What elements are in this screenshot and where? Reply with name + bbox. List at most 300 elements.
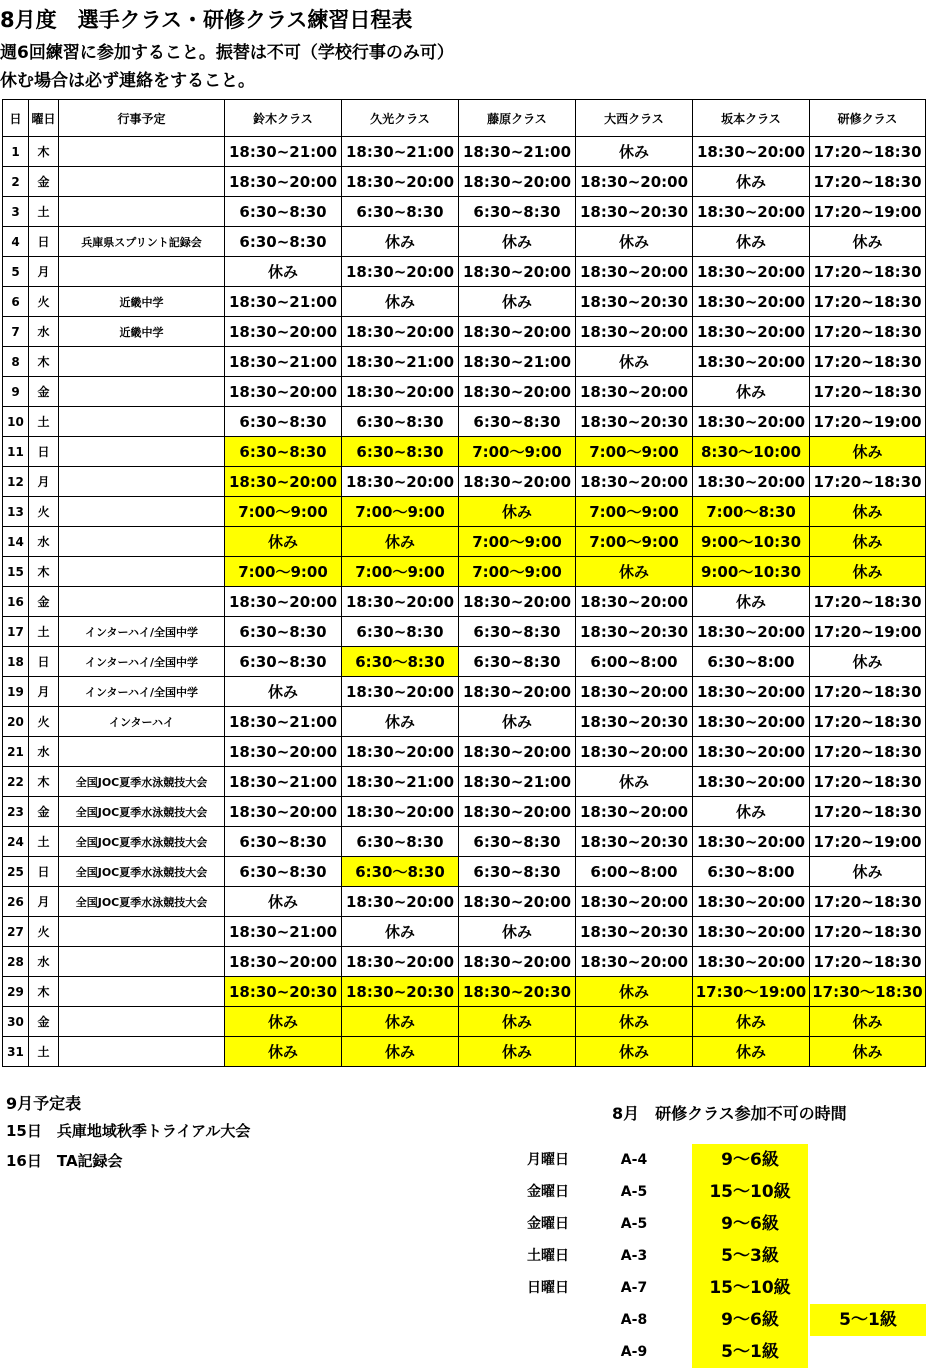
day-cell: 11 [3, 437, 29, 467]
suzuki-time-cell: 7:00～9:00 [225, 557, 342, 587]
day-cell: 4 [3, 227, 29, 257]
weekday-cell: 日 [29, 437, 59, 467]
weekday-cell: 月 [29, 467, 59, 497]
suzuki-time-cell: 18:30~21:00 [225, 707, 342, 737]
notice-group: A-9 [620, 1344, 648, 1360]
fujiwara-time-cell: 休み [459, 1007, 576, 1037]
schedule-row [3, 887, 926, 917]
notice-group: A-5 [620, 1184, 648, 1200]
schedule-row [3, 497, 926, 527]
schedule-header-row [3, 100, 926, 137]
training-time-cell: 17:20~18:30 [810, 887, 926, 917]
event-cell [59, 167, 225, 197]
sakamoto-time-cell: 休み [693, 587, 810, 617]
training-time-cell: 休み [810, 557, 926, 587]
suzuki-time-cell: 6:30~8:30 [225, 227, 342, 257]
weekday-cell: 水 [29, 527, 59, 557]
training-time-cell: 17:20~18:30 [810, 947, 926, 977]
hisamitsu-time-cell: 18:30~20:00 [342, 377, 459, 407]
notice-weekday: 金曜日 [527, 1216, 569, 1232]
onishi-time-cell: 7:00～9:00 [576, 527, 693, 557]
weekday-cell: 金 [29, 377, 59, 407]
onishi-time-cell: 7:00～9:00 [576, 497, 693, 527]
suzuki-time-cell: 18:30~20:00 [225, 947, 342, 977]
notice-group: A-8 [620, 1312, 648, 1328]
hisamitsu-time-cell: 6:30~8:30 [342, 827, 459, 857]
suzuki-time-cell: 18:30~20:00 [225, 587, 342, 617]
hisamitsu-time-cell: 18:30~20:00 [342, 467, 459, 497]
schedule-row [3, 677, 926, 707]
fujiwara-time-cell: 18:30~20:00 [459, 737, 576, 767]
weekday-cell: 金 [29, 167, 59, 197]
fujiwara-time-cell: 18:30~21:00 [459, 347, 576, 377]
suzuki-time-cell: 18:30~21:00 [225, 347, 342, 377]
sakamoto-time-cell: 休み [693, 167, 810, 197]
day-cell: 23 [3, 797, 29, 827]
schedule-row [3, 167, 926, 197]
hisamitsu-time-cell: 7:00～9:00 [342, 557, 459, 587]
schedule-row [3, 977, 926, 1007]
day-cell: 19 [3, 677, 29, 707]
training-time-cell: 休み [810, 1007, 926, 1037]
notice-weekday: 月曜日 [527, 1152, 569, 1168]
weekday-cell: 日 [29, 857, 59, 887]
fujiwara-time-cell: 18:30~20:00 [459, 257, 576, 287]
onishi-time-cell: 18:30~20:00 [576, 737, 693, 767]
hisamitsu-time-cell: 休み [342, 1007, 459, 1037]
sakamoto-time-cell: 18:30~20:00 [693, 617, 810, 647]
notice-group: A-5 [620, 1216, 648, 1232]
weekday-cell: 日 [29, 227, 59, 257]
training-time-cell: 17:30～18:30 [810, 977, 926, 1007]
suzuki-time-cell: 18:30~21:00 [225, 137, 342, 167]
schedule-row [3, 407, 926, 437]
schedule-row [3, 917, 926, 947]
sakamoto-time-cell: 休み [693, 377, 810, 407]
event-cell [59, 527, 225, 557]
training-time-cell: 17:20~19:00 [810, 197, 926, 227]
training-time-cell: 17:20~18:30 [810, 257, 926, 287]
schedule-row [3, 617, 926, 647]
day-cell: 12 [3, 467, 29, 497]
onishi-time-cell: 18:30~20:30 [576, 707, 693, 737]
page-title: 8月度 選手クラス・研修クラス練習日程表 [0, 8, 413, 32]
weekday-cell: 金 [29, 1007, 59, 1037]
header-onishi-class: 大西クラス [576, 100, 693, 137]
hisamitsu-time-cell: 18:30~20:00 [342, 797, 459, 827]
training-time-cell: 休み [810, 1037, 926, 1067]
hisamitsu-time-cell: 6:30～8:30 [342, 857, 459, 887]
weekday-cell: 木 [29, 977, 59, 1007]
schedule-row [3, 587, 926, 617]
day-cell: 6 [3, 287, 29, 317]
suzuki-time-cell: 6:30~8:30 [225, 197, 342, 227]
hisamitsu-time-cell: 18:30~20:00 [342, 737, 459, 767]
event-cell [59, 1037, 225, 1067]
suzuki-time-cell: 18:30~21:00 [225, 287, 342, 317]
schedule-row [3, 317, 926, 347]
hisamitsu-time-cell: 18:30~21:00 [342, 767, 459, 797]
subtitle-contact: 休む場合は必ず連絡をすること。 [0, 71, 255, 91]
suzuki-time-cell: 6:30~8:30 [225, 647, 342, 677]
fujiwara-time-cell: 6:30~8:30 [459, 617, 576, 647]
notice-level-range: 15～10級 [692, 1272, 808, 1304]
weekday-cell: 木 [29, 137, 59, 167]
sakamoto-time-cell: 18:30~20:00 [693, 707, 810, 737]
fujiwara-time-cell: 18:30~20:00 [459, 167, 576, 197]
onishi-time-cell: 18:30~20:30 [576, 827, 693, 857]
sakamoto-time-cell: 18:30~20:00 [693, 197, 810, 227]
fujiwara-time-cell: 6:30~8:30 [459, 827, 576, 857]
day-cell: 18 [3, 647, 29, 677]
day-cell: 10 [3, 407, 29, 437]
event-cell [59, 557, 225, 587]
onishi-time-cell: 18:30~20:00 [576, 677, 693, 707]
training-time-cell: 17:20~18:30 [810, 167, 926, 197]
notice-title: 8月 研修クラス参加不可の時間 [612, 1104, 847, 1123]
sakamoto-time-cell: 18:30~20:00 [693, 287, 810, 317]
onishi-time-cell: 18:30~20:30 [576, 197, 693, 227]
onishi-time-cell: 18:30~20:30 [576, 407, 693, 437]
suzuki-time-cell: 18:30~20:00 [225, 737, 342, 767]
weekday-cell: 金 [29, 797, 59, 827]
fujiwara-time-cell: 休み [459, 287, 576, 317]
event-cell: インターハイ [59, 707, 225, 737]
suzuki-time-cell: 休み [225, 527, 342, 557]
schedule-row [3, 767, 926, 797]
fujiwara-time-cell: 18:30~20:00 [459, 677, 576, 707]
training-time-cell: 17:20~18:30 [810, 347, 926, 377]
day-cell: 13 [3, 497, 29, 527]
schedule-row [3, 227, 926, 257]
training-time-cell: 17:20~18:30 [810, 137, 926, 167]
onishi-time-cell: 18:30~20:00 [576, 797, 693, 827]
header-training-class: 研修クラス [810, 100, 926, 137]
onishi-time-cell: 18:30~20:00 [576, 467, 693, 497]
suzuki-time-cell: 7:00～9:00 [225, 497, 342, 527]
fujiwara-time-cell: 6:30~8:30 [459, 857, 576, 887]
hisamitsu-time-cell: 6:30~8:30 [342, 617, 459, 647]
day-cell: 15 [3, 557, 29, 587]
event-cell: 全国JOC夏季水泳競技大会 [59, 827, 225, 857]
day-cell: 14 [3, 527, 29, 557]
day-cell: 9 [3, 377, 29, 407]
onishi-time-cell: 6:00~8:00 [576, 857, 693, 887]
training-time-cell: 休み [810, 437, 926, 467]
suzuki-time-cell: 18:30~20:00 [225, 167, 342, 197]
training-time-cell: 17:20~18:30 [810, 287, 926, 317]
fujiwara-time-cell: 18:30~21:00 [459, 137, 576, 167]
fujiwara-time-cell: 18:30~20:00 [459, 797, 576, 827]
header-suzuki-class: 鈴木クラス [225, 100, 342, 137]
sakamoto-time-cell: 休み [693, 227, 810, 257]
suzuki-time-cell: 18:30~20:00 [225, 317, 342, 347]
fujiwara-time-cell: 7:00～9:00 [459, 557, 576, 587]
onishi-time-cell: 休み [576, 1007, 693, 1037]
suzuki-time-cell: 18:30~20:30 [225, 977, 342, 1007]
notice-level-range: 9～6級 [692, 1208, 808, 1240]
training-time-cell: 休み [810, 647, 926, 677]
day-cell: 5 [3, 257, 29, 287]
schedule-row [3, 947, 926, 977]
event-cell: 近畿中学 [59, 287, 225, 317]
schedule-row [3, 347, 926, 377]
training-time-cell: 17:20~19:00 [810, 407, 926, 437]
hisamitsu-time-cell: 休み [342, 1037, 459, 1067]
event-cell [59, 737, 225, 767]
suzuki-time-cell: 18:30~21:00 [225, 917, 342, 947]
sakamoto-time-cell: 18:30~20:00 [693, 917, 810, 947]
notice-group: A-3 [620, 1248, 648, 1264]
schedule-row [3, 827, 926, 857]
training-time-cell: 休み [810, 497, 926, 527]
sakamoto-time-cell: 9:00～10:30 [693, 557, 810, 587]
suzuki-time-cell: 18:30~20:00 [225, 797, 342, 827]
event-cell: 全国JOC夏季水泳競技大会 [59, 797, 225, 827]
weekday-cell: 火 [29, 707, 59, 737]
hisamitsu-time-cell: 18:30~20:00 [342, 317, 459, 347]
header-fujiwara-class: 藤原クラス [459, 100, 576, 137]
training-time-cell: 17:20~19:00 [810, 617, 926, 647]
day-cell: 7 [3, 317, 29, 347]
sakamoto-time-cell: 18:30~20:00 [693, 407, 810, 437]
suzuki-time-cell: 6:30~8:30 [225, 617, 342, 647]
weekday-cell: 水 [29, 317, 59, 347]
hisamitsu-time-cell: 18:30~20:00 [342, 677, 459, 707]
event-cell [59, 947, 225, 977]
notice-weekday: 金曜日 [527, 1184, 569, 1200]
sakamoto-time-cell: 17:30～19:00 [693, 977, 810, 1007]
notice-level-range: 9～6級 [692, 1144, 808, 1176]
fujiwara-time-cell: 18:30~20:30 [459, 977, 576, 1007]
day-cell: 20 [3, 707, 29, 737]
day-cell: 1 [3, 137, 29, 167]
sakamoto-time-cell: 7:00～8:30 [693, 497, 810, 527]
schedule-row [3, 557, 926, 587]
onishi-time-cell: 休み [576, 557, 693, 587]
fujiwara-time-cell: 18:30~20:00 [459, 887, 576, 917]
hisamitsu-time-cell: 6:30～8:30 [342, 647, 459, 677]
sakamoto-time-cell: 18:30~20:00 [693, 137, 810, 167]
hisamitsu-time-cell: 7:00～9:00 [342, 497, 459, 527]
hisamitsu-time-cell: 18:30~21:00 [342, 347, 459, 377]
day-cell: 24 [3, 827, 29, 857]
weekday-cell: 土 [29, 827, 59, 857]
training-time-cell: 17:20~18:30 [810, 677, 926, 707]
event-cell: 近畿中学 [59, 317, 225, 347]
training-time-cell: 17:20~18:30 [810, 707, 926, 737]
onishi-time-cell: 休み [576, 767, 693, 797]
notice-weekday: 日曜日 [527, 1280, 569, 1296]
weekday-cell: 日 [29, 647, 59, 677]
sakamoto-time-cell: 18:30~20:00 [693, 737, 810, 767]
sakamoto-time-cell: 6:30~8:00 [693, 857, 810, 887]
schedule-row [3, 287, 926, 317]
onishi-time-cell: 18:30~20:00 [576, 887, 693, 917]
hisamitsu-time-cell: 18:30~20:00 [342, 257, 459, 287]
training-time-cell: 17:20~18:30 [810, 737, 926, 767]
suzuki-time-cell: 6:30~8:30 [225, 437, 342, 467]
schedule-row [3, 647, 926, 677]
sakamoto-time-cell: 18:30~20:00 [693, 767, 810, 797]
onishi-time-cell: 休み [576, 977, 693, 1007]
hisamitsu-time-cell: 18:30~20:30 [342, 977, 459, 1007]
weekday-cell: 火 [29, 497, 59, 527]
schedule-body [3, 137, 926, 1067]
weekday-cell: 金 [29, 587, 59, 617]
day-cell: 28 [3, 947, 29, 977]
suzuki-time-cell: 18:30~20:00 [225, 377, 342, 407]
day-cell: 21 [3, 737, 29, 767]
september-item: 16日 TA記録会 [6, 1152, 123, 1170]
sakamoto-time-cell: 休み [693, 797, 810, 827]
day-cell: 22 [3, 767, 29, 797]
fujiwara-time-cell: 18:30~20:00 [459, 587, 576, 617]
fujiwara-time-cell: 18:30~20:00 [459, 317, 576, 347]
event-cell: 全国JOC夏季水泳競技大会 [59, 857, 225, 887]
hisamitsu-time-cell: 18:30~21:00 [342, 137, 459, 167]
fujiwara-time-cell: 休み [459, 1037, 576, 1067]
training-time-cell: 17:20~18:30 [810, 467, 926, 497]
suzuki-time-cell: 6:30~8:30 [225, 827, 342, 857]
suzuki-time-cell: 休み [225, 1007, 342, 1037]
event-cell: 兵庫県スプリント記録会 [59, 227, 225, 257]
weekday-cell: 木 [29, 347, 59, 377]
notice-weekday: 土曜日 [527, 1248, 569, 1264]
sakamoto-time-cell: 18:30~20:00 [693, 887, 810, 917]
training-time-cell: 17:20~18:30 [810, 797, 926, 827]
day-cell: 8 [3, 347, 29, 377]
training-time-cell: 17:20~18:30 [810, 917, 926, 947]
hisamitsu-time-cell: 休み [342, 227, 459, 257]
fujiwara-time-cell: 18:30~20:00 [459, 947, 576, 977]
day-cell: 2 [3, 167, 29, 197]
suzuki-time-cell: 休み [225, 677, 342, 707]
schedule-row [3, 737, 926, 767]
header-sakamoto-class: 坂本クラス [693, 100, 810, 137]
training-time-cell: 17:20~18:30 [810, 317, 926, 347]
sakamoto-time-cell: 18:30~20:00 [693, 257, 810, 287]
weekday-cell: 水 [29, 947, 59, 977]
sakamoto-time-cell: 8:30～10:00 [693, 437, 810, 467]
fujiwara-time-cell: 18:30~21:00 [459, 767, 576, 797]
event-cell [59, 437, 225, 467]
suzuki-time-cell: 休み [225, 257, 342, 287]
notice-level-range: 5～3級 [692, 1240, 808, 1272]
training-time-cell: 17:20~18:30 [810, 587, 926, 617]
hisamitsu-time-cell: 休み [342, 917, 459, 947]
schedule-row [3, 857, 926, 887]
schedule-row [3, 797, 926, 827]
event-cell [59, 197, 225, 227]
suzuki-time-cell: 18:30~20:00 [225, 467, 342, 497]
sakamoto-time-cell: 18:30~20:00 [693, 467, 810, 497]
fujiwara-time-cell: 18:30~20:00 [459, 467, 576, 497]
event-cell [59, 347, 225, 377]
day-cell: 26 [3, 887, 29, 917]
suzuki-time-cell: 6:30~8:30 [225, 857, 342, 887]
onishi-time-cell: 18:30~20:30 [576, 917, 693, 947]
fujiwara-time-cell: 7:00～9:00 [459, 527, 576, 557]
hisamitsu-time-cell: 18:30~20:00 [342, 167, 459, 197]
schedule-row [3, 467, 926, 497]
schedule-row [3, 197, 926, 227]
onishi-time-cell: 休み [576, 1037, 693, 1067]
sakamoto-time-cell: 18:30~20:00 [693, 947, 810, 977]
training-time-cell: 17:20~19:00 [810, 827, 926, 857]
day-cell: 3 [3, 197, 29, 227]
suzuki-time-cell: 休み [225, 887, 342, 917]
notice-level-extra: 5～1級 [810, 1304, 926, 1336]
training-time-cell: 17:20~18:30 [810, 767, 926, 797]
onishi-time-cell: 18:30~20:30 [576, 617, 693, 647]
event-cell: インターハイ/全国中学 [59, 617, 225, 647]
schedule-row [3, 707, 926, 737]
sakamoto-time-cell: 18:30~20:00 [693, 347, 810, 377]
weekday-cell: 水 [29, 737, 59, 767]
schedule-row [3, 137, 926, 167]
sakamoto-time-cell: 6:30~8:00 [693, 647, 810, 677]
schedule-row [3, 1037, 926, 1067]
schedule-row [3, 257, 926, 287]
weekday-cell: 月 [29, 887, 59, 917]
event-cell: インターハイ/全国中学 [59, 647, 225, 677]
day-cell: 30 [3, 1007, 29, 1037]
suzuki-time-cell: 18:30~21:00 [225, 767, 342, 797]
day-cell: 27 [3, 917, 29, 947]
weekday-cell: 木 [29, 557, 59, 587]
hisamitsu-time-cell: 18:30~20:00 [342, 887, 459, 917]
event-cell [59, 917, 225, 947]
training-time-cell: 17:20~18:30 [810, 377, 926, 407]
subtitle-rule: 週6回練習に参加すること。振替は不可（学校行事のみ可） [0, 43, 454, 63]
header-day: 日 [3, 100, 29, 137]
onishi-time-cell: 休み [576, 347, 693, 377]
fujiwara-time-cell: 休み [459, 227, 576, 257]
onishi-time-cell: 休み [576, 227, 693, 257]
weekday-cell: 土 [29, 197, 59, 227]
onishi-time-cell: 18:30~20:00 [576, 377, 693, 407]
sakamoto-time-cell: 休み [693, 1037, 810, 1067]
event-cell [59, 377, 225, 407]
schedule-table [2, 99, 926, 1067]
weekday-cell: 火 [29, 917, 59, 947]
hisamitsu-time-cell: 6:30~8:30 [342, 407, 459, 437]
event-cell: インターハイ/全国中学 [59, 677, 225, 707]
fujiwara-time-cell: 休み [459, 707, 576, 737]
training-time-cell: 休み [810, 857, 926, 887]
fujiwara-time-cell: 休み [459, 497, 576, 527]
suzuki-time-cell: 休み [225, 1037, 342, 1067]
onishi-time-cell: 18:30~20:30 [576, 287, 693, 317]
schedule-row [3, 377, 926, 407]
notice-group: A-4 [620, 1152, 648, 1168]
hisamitsu-time-cell: 18:30~20:00 [342, 947, 459, 977]
event-cell [59, 407, 225, 437]
header-events: 行事予定 [59, 100, 225, 137]
notice-group: A-7 [620, 1280, 648, 1296]
onishi-time-cell: 休み [576, 137, 693, 167]
fujiwara-time-cell: 18:30~20:00 [459, 377, 576, 407]
event-cell [59, 497, 225, 527]
event-cell: 全国JOC夏季水泳競技大会 [59, 767, 225, 797]
onishi-time-cell: 7:00～9:00 [576, 437, 693, 467]
event-cell [59, 1007, 225, 1037]
training-time-cell: 休み [810, 527, 926, 557]
training-time-cell: 休み [810, 227, 926, 257]
notice-level-range: 15～10級 [692, 1176, 808, 1208]
fujiwara-time-cell: 6:30~8:30 [459, 647, 576, 677]
